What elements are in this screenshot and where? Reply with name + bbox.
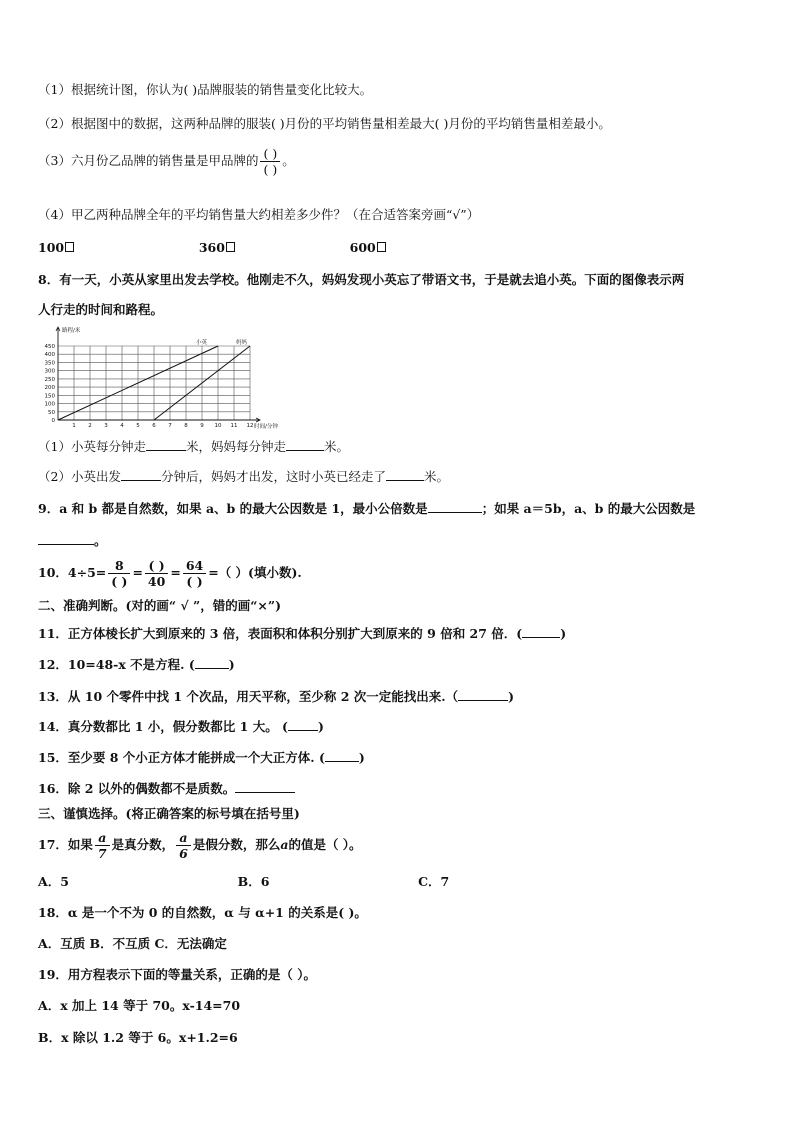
q7-sub4: （4）甲乙两种品牌全年的平均销售量大约相差多少件？（在合适答案旁画“√”） <box>38 207 480 222</box>
q12-text: 12．10=48-x 不是方程. ( <box>38 657 195 672</box>
q8-sub1 <box>38 438 349 455</box>
q17-f1-denominator: 7 <box>97 846 107 861</box>
q13-close-paren: ) <box>508 689 515 704</box>
checkbox-360[interactable] <box>226 242 235 252</box>
y-tick-label: 300 <box>44 368 55 375</box>
q17-variable: a <box>280 837 289 852</box>
q15 <box>38 749 365 766</box>
q14-answer-blank[interactable] <box>288 718 318 731</box>
y-tick-label: 100 <box>44 401 55 408</box>
q9-text-a: 9．a 和 b 都是自然数，如果 a、b 的最大公因数是 1，最小公倍数是 <box>38 501 428 516</box>
q10-prefix: 10．4÷5= <box>38 565 107 580</box>
q9-end: 。 <box>94 533 107 548</box>
q10-suffix: =（ ）(填小数). <box>208 565 302 580</box>
q17-f2-denominator: 6 <box>179 846 188 861</box>
q19-option-b[interactable]: B．x 除以 1.2 等于 6。x+1.2=6 <box>38 1030 238 1045</box>
x-tick-label: 1 <box>72 423 76 429</box>
x-tick-label: 10 <box>214 423 222 429</box>
q8-sub2-blank-2[interactable] <box>386 468 424 481</box>
q9-text-b: ；如果 a＝5b，a、b 的最大公因数是 <box>481 501 696 516</box>
x-tick-label: 11 <box>230 423 238 429</box>
q17-option-b[interactable]: B．6 <box>237 874 270 889</box>
q8-sub1-text-c: 米。 <box>323 439 349 454</box>
q8-sub1-blank-1[interactable] <box>146 438 186 451</box>
q16-text: 16．除 2 以外的偶数都不是质数。 <box>38 781 236 796</box>
y-tick-label: 250 <box>44 376 55 383</box>
q9-line2 <box>38 532 107 549</box>
q10-fraction-2 <box>145 558 168 589</box>
q12-close-paren: ) <box>228 657 235 672</box>
q10 <box>38 558 302 589</box>
section-3-heading: 三、谨慎选择。(将正确答案的标号填在括号里) <box>38 806 300 821</box>
q8-text-line1: 8．有一天，小英从家里出发去学校。他刚走不久，妈妈发现小英忘了带语文书，于是就去追小英。下面的图像表示两 <box>38 272 685 287</box>
q10-equals-1: = <box>132 565 143 580</box>
q17-options <box>38 874 449 890</box>
y-tick-label: 150 <box>44 393 55 400</box>
option-600: 600 <box>350 240 386 255</box>
q8-sub2-text-a: （2）小英出发 <box>38 469 121 484</box>
q7-sub3 <box>38 146 295 177</box>
y-axis-label: 路程/米 <box>62 328 81 334</box>
q11-answer-blank[interactable] <box>522 625 560 638</box>
x-tick-label: 6 <box>152 423 156 429</box>
q8-sub2-text-b: 分钟后，妈妈才出发，这时小英已经走了 <box>160 469 386 484</box>
q17-fraction-a-over-7 <box>95 830 110 861</box>
y-tick-label: 400 <box>44 352 55 359</box>
y-tick-label: 350 <box>44 360 55 367</box>
x-tick-label: 3 <box>104 423 108 429</box>
x-tick-label: 8 <box>184 423 188 429</box>
q11 <box>38 625 566 642</box>
q13 <box>38 688 514 705</box>
q10-f1-denominator[interactable]: ( ) <box>111 574 128 589</box>
x-tick-label: 12 <box>246 423 254 429</box>
q7-options <box>38 240 386 256</box>
q17-mid-2: 是假分数，那么 <box>192 837 281 852</box>
q15-close-paren: ) <box>358 750 365 765</box>
q18: 18．α 是一个不为 0 的自然数，α 与 α+1 的关系是( )。 <box>38 905 367 920</box>
q13-answer-blank[interactable] <box>458 688 508 701</box>
q17-f1-numerator: a <box>95 830 110 846</box>
distance-time-chart <box>36 324 278 430</box>
q9-line1 <box>38 500 695 517</box>
x-tick-label: 2 <box>88 423 92 429</box>
q10-f2-denominator: 40 <box>147 574 166 589</box>
q8-sub2-blank-1[interactable] <box>121 468 161 481</box>
section-2-heading: 二、准确判断。(对的画“ √ ”，错的画“×”) <box>38 598 281 613</box>
series-label-1: 小英 <box>196 340 208 346</box>
q11-close-paren: ) <box>560 626 567 641</box>
y-tick-label: 0 <box>51 418 55 424</box>
q16 <box>38 780 295 797</box>
q17-prefix: 17．如果 <box>38 837 93 852</box>
q10-f1-numerator: 8 <box>108 558 130 574</box>
q9-blank-1[interactable] <box>428 500 482 513</box>
q17-option-c[interactable]: C．7 <box>418 874 450 889</box>
q19-option-a[interactable]: A．x 加上 14 等于 70。x-14=70 <box>38 998 241 1013</box>
q18-options[interactable]: A．互质 B．不互质 C．无法确定 <box>38 936 227 951</box>
x-tick-label: 4 <box>120 423 124 429</box>
q10-fraction-1 <box>108 558 130 589</box>
q16-answer-blank[interactable] <box>235 780 295 793</box>
chart-grid <box>58 346 250 420</box>
q14 <box>38 718 324 735</box>
q7-sub3-fraction <box>260 146 280 177</box>
q11-text: 11．正方体棱长扩大到原来的 3 倍，表面积和体积分别扩大到原来的 9 倍和 27 倍．( <box>38 626 523 641</box>
q8-sub1-text-a: （1）小英每分钟走 <box>38 439 146 454</box>
q10-f3-numerator: 64 <box>183 558 206 574</box>
q13-text: 13．从 10 个零件中找 1 个次品，用天平称，至少称 2 次一定能找出来.（ <box>38 689 459 704</box>
x-tick-label: 5 <box>136 423 140 429</box>
q15-text: 15．至少要 8 个小正方体才能拼成一个大正方体. ( <box>38 750 325 765</box>
q7-sub3-text: （3）六月份乙品牌的销售量是甲品牌的 <box>38 153 259 168</box>
option-360: 360 <box>199 240 235 255</box>
y-tick-label: 450 <box>44 344 55 350</box>
q10-equals-2: = <box>170 565 181 580</box>
q17 <box>38 830 362 861</box>
q17-mid-1: 是真分数， <box>111 837 175 852</box>
q8-sub1-blank-2[interactable] <box>286 438 324 451</box>
checkbox-100[interactable] <box>65 242 74 252</box>
q8-sub2-text-c: 米。 <box>423 469 449 484</box>
y-tick-label: 50 <box>48 409 55 416</box>
q17-fraction-a-over-6 <box>176 830 191 861</box>
q10-f3-denominator[interactable]: ( ) <box>186 574 203 589</box>
q15-answer-blank[interactable] <box>325 749 359 762</box>
q9-blank-2[interactable] <box>38 532 94 545</box>
q8-sub2 <box>38 468 449 485</box>
series-label-2: 妈妈 <box>236 340 248 346</box>
q12 <box>38 656 235 673</box>
q19: 19．用方程表示下面的等量关系，正确的是（ ）。 <box>38 967 316 982</box>
y-tick-label: 200 <box>44 385 55 392</box>
q7-sub3-numerator: ( ) <box>260 146 280 162</box>
x-axis-label: 时间/分钟 <box>254 424 278 430</box>
q7-sub2: （2）根据图中的数据，这两种品牌的服装( )月份的平均销售量相差最大( )月份的平均销售量相差最小。 <box>38 116 611 131</box>
q8-sub1-text-b: 米，妈妈每分钟走 <box>185 439 286 454</box>
checkbox-600[interactable] <box>377 242 386 252</box>
q14-text: 14．真分数都比 1 小，假分数都比 1 大。 ( <box>38 719 288 734</box>
q12-answer-blank[interactable] <box>195 656 229 669</box>
q17-suffix: 的值是（ ）。 <box>288 837 362 852</box>
q17-f2-numerator: a <box>176 830 191 846</box>
q7-sub1: （1）根据统计图，你认为( )品牌服装的销售量变化比较大。 <box>38 82 373 97</box>
q7-sub3-denominator: ( ) <box>263 162 278 177</box>
q7-sub3-end: 。 <box>282 153 295 168</box>
q14-close-paren: ) <box>317 719 324 734</box>
q10-f2-numerator[interactable]: ( ) <box>145 558 168 574</box>
x-tick-label: 9 <box>200 423 204 429</box>
option-100: 100 <box>38 240 74 255</box>
q17-option-a[interactable]: A．5 <box>38 874 69 889</box>
x-tick-label: 7 <box>168 423 172 429</box>
q10-fraction-3 <box>183 558 206 589</box>
q8-text-line2: 人行走的时间和路程。 <box>38 302 164 317</box>
